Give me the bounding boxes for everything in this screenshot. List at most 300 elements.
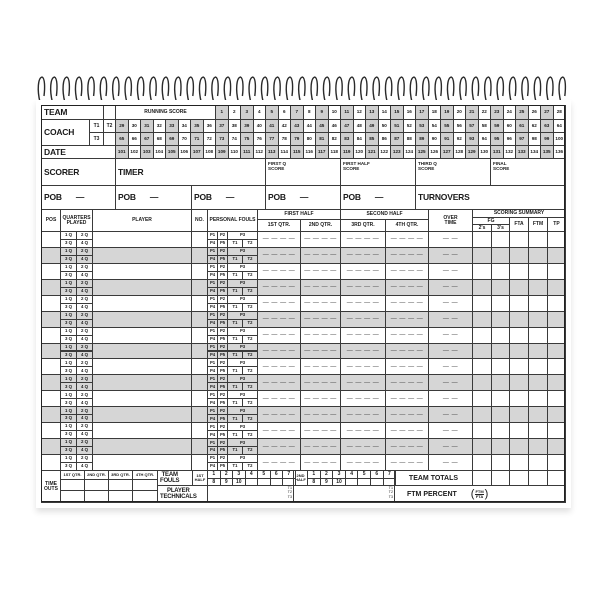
scoring-summary-cell[interactable] bbox=[547, 438, 566, 455]
running-score-cell[interactable]: 72 bbox=[203, 132, 217, 146]
running-score-cell[interactable]: 36 bbox=[203, 119, 217, 133]
quarter-points-field[interactable]: — — — — bbox=[340, 406, 386, 423]
running-score-cell[interactable]: 92 bbox=[453, 132, 467, 146]
overtime-points-field[interactable]: — — bbox=[428, 231, 473, 248]
team-foul-box[interactable]: 10 bbox=[332, 478, 346, 486]
overtime-points-field[interactable]: — — bbox=[428, 343, 473, 360]
quarter-points-field[interactable]: — — — — bbox=[385, 422, 429, 439]
player-number-input[interactable] bbox=[191, 454, 208, 471]
running-score-cell[interactable]: 50 bbox=[378, 119, 392, 133]
running-score-cell[interactable]: 71 bbox=[190, 132, 204, 146]
player-name-input[interactable] bbox=[92, 422, 192, 439]
pos-input[interactable] bbox=[41, 390, 61, 407]
foul-box[interactable]: T2 bbox=[242, 319, 258, 328]
running-score-cell[interactable]: 38 bbox=[228, 119, 242, 133]
quarter-points-field[interactable]: — — — — bbox=[257, 263, 301, 280]
player-number-input[interactable] bbox=[191, 279, 208, 296]
foul-box[interactable]: T2 bbox=[242, 462, 258, 471]
scoring-summary-cell[interactable] bbox=[472, 406, 492, 423]
team-foul-box[interactable]: 5 bbox=[357, 470, 371, 479]
player-name-input[interactable] bbox=[92, 343, 192, 360]
quarter-played-checkbox[interactable]: 2 Q bbox=[76, 247, 93, 256]
quarter-points-field[interactable]: — — — — bbox=[385, 279, 429, 296]
running-score-cell[interactable]: 35 bbox=[190, 119, 204, 133]
quarter-points-field[interactable]: — — — — bbox=[340, 422, 386, 439]
running-score-cell[interactable]: 89 bbox=[415, 132, 429, 146]
foul-box[interactable]: P4 bbox=[207, 239, 218, 248]
quarter-played-checkbox[interactable]: 3 Q bbox=[60, 271, 77, 280]
running-score-cell[interactable]: 33 bbox=[165, 119, 179, 133]
scoring-summary-cell[interactable] bbox=[509, 231, 529, 248]
team-foul-box[interactable]: 5 bbox=[257, 470, 271, 479]
overtime-points-field[interactable]: — — bbox=[428, 311, 473, 328]
running-score-cell[interactable]: 74 bbox=[228, 132, 242, 146]
foul-box[interactable]: T1 bbox=[227, 271, 243, 280]
player-name-input[interactable] bbox=[92, 263, 192, 280]
running-score-cell[interactable]: 7 bbox=[290, 105, 304, 120]
team-total-cell[interactable] bbox=[547, 470, 566, 486]
quarter-played-checkbox[interactable]: 2 Q bbox=[76, 438, 93, 447]
quarter-points-field[interactable]: — — — — bbox=[385, 247, 429, 264]
third-q-score-field[interactable]: THIRD Q SCORE bbox=[415, 158, 491, 186]
scoring-summary-cell[interactable] bbox=[528, 327, 548, 344]
quarter-points-field[interactable]: — — — — bbox=[385, 311, 429, 328]
pob-field[interactable] bbox=[265, 185, 341, 210]
quarter-played-checkbox[interactable]: 2 Q bbox=[76, 406, 93, 415]
quarter-played-checkbox[interactable]: 3 Q bbox=[60, 446, 77, 455]
foul-box[interactable]: P4 bbox=[207, 366, 218, 375]
overtime-points-field[interactable]: — — bbox=[428, 374, 473, 391]
foul-box[interactable]: P3 bbox=[227, 263, 258, 272]
quarter-points-field[interactable]: — — — — bbox=[385, 406, 429, 423]
quarter-points-field[interactable]: — — — — bbox=[340, 263, 386, 280]
foul-box[interactable]: P2 bbox=[217, 390, 228, 399]
running-score-cell[interactable]: 45 bbox=[315, 119, 329, 133]
foul-box[interactable]: P5 bbox=[217, 366, 228, 375]
player-number-input[interactable] bbox=[191, 343, 208, 360]
running-score-cell[interactable]: 65 bbox=[115, 132, 129, 146]
running-score-cell[interactable]: 135 bbox=[540, 145, 554, 159]
foul-box[interactable]: P5 bbox=[217, 239, 228, 248]
pos-input[interactable] bbox=[41, 454, 61, 471]
running-score-cell[interactable]: 68 bbox=[153, 132, 167, 146]
scoring-summary-cell[interactable] bbox=[509, 311, 529, 328]
quarter-played-checkbox[interactable]: 2 Q bbox=[76, 374, 93, 383]
quarter-played-checkbox[interactable]: 3 Q bbox=[60, 303, 77, 312]
quarter-played-checkbox[interactable]: 1 Q bbox=[60, 295, 77, 304]
foul-box[interactable]: P4 bbox=[207, 335, 218, 344]
overtime-points-field[interactable]: — — bbox=[428, 390, 473, 407]
quarter-points-field[interactable]: — — — — bbox=[385, 390, 429, 407]
first-q-score-field[interactable]: FIRST Q SCORE bbox=[265, 158, 341, 186]
scoring-summary-cell[interactable] bbox=[547, 406, 566, 423]
foul-box[interactable]: P5 bbox=[217, 287, 228, 296]
quarter-played-checkbox[interactable]: 2 Q bbox=[76, 343, 93, 352]
foul-box[interactable]: T2 bbox=[242, 287, 258, 296]
quarter-points-field[interactable]: — — — — bbox=[340, 295, 386, 312]
quarter-points-field[interactable]: — — — — bbox=[300, 422, 341, 439]
player-name-input[interactable] bbox=[92, 311, 192, 328]
final-score-field[interactable]: FINAL SCORE bbox=[490, 158, 566, 186]
pob-field[interactable] bbox=[340, 185, 416, 210]
running-score-cell[interactable]: 101 bbox=[115, 145, 129, 159]
timeout-box[interactable] bbox=[108, 490, 133, 503]
quarter-played-checkbox[interactable]: 4 Q bbox=[76, 462, 93, 471]
quarter-played-checkbox[interactable]: 3 Q bbox=[60, 319, 77, 328]
quarter-points-field[interactable]: — — — — bbox=[340, 438, 386, 455]
quarter-points-field[interactable]: — — — — bbox=[385, 438, 429, 455]
scorer-field[interactable]: SCORER bbox=[41, 158, 116, 186]
foul-box[interactable]: T1 bbox=[227, 239, 243, 248]
foul-box[interactable]: P5 bbox=[217, 303, 228, 312]
quarter-points-field[interactable]: — — — — bbox=[300, 390, 341, 407]
running-score-cell[interactable]: 99 bbox=[540, 132, 554, 146]
quarter-points-field[interactable]: — — — — bbox=[257, 358, 301, 375]
running-score-cell[interactable]: 5 bbox=[265, 105, 279, 120]
running-score-cell[interactable]: 34 bbox=[178, 119, 192, 133]
running-score-cell[interactable]: 14 bbox=[378, 105, 392, 120]
quarter-points-field[interactable]: — — — — bbox=[300, 374, 341, 391]
quarter-points-field[interactable]: — — — — bbox=[257, 279, 301, 296]
pos-input[interactable] bbox=[41, 247, 61, 264]
running-score-cell[interactable]: 82 bbox=[328, 132, 342, 146]
scoring-summary-cell[interactable] bbox=[509, 247, 529, 264]
foul-box[interactable]: P5 bbox=[217, 430, 228, 439]
foul-box[interactable]: P5 bbox=[217, 414, 228, 423]
foul-box[interactable]: P3 bbox=[227, 438, 258, 447]
quarter-played-checkbox[interactable]: 2 Q bbox=[76, 279, 93, 288]
quarter-played-checkbox[interactable]: 3 Q bbox=[60, 351, 77, 360]
team-foul-box[interactable]: 8 bbox=[307, 478, 321, 486]
quarter-played-checkbox[interactable]: 4 Q bbox=[76, 287, 93, 296]
quarter-points-field[interactable]: — — — — bbox=[257, 311, 301, 328]
foul-box[interactable]: P1 bbox=[207, 358, 218, 367]
running-score-cell[interactable]: 51 bbox=[390, 119, 404, 133]
pob-field[interactable] bbox=[191, 185, 266, 210]
running-score-cell[interactable]: 87 bbox=[390, 132, 404, 146]
running-score-cell[interactable]: 8 bbox=[303, 105, 317, 120]
coach-field[interactable]: COACH bbox=[41, 119, 90, 146]
scoring-summary-cell[interactable] bbox=[528, 454, 548, 471]
scoring-summary-cell[interactable] bbox=[547, 279, 566, 296]
quarter-points-field[interactable]: — — — — bbox=[300, 327, 341, 344]
running-score-cell[interactable]: 79 bbox=[290, 132, 304, 146]
foul-box[interactable]: P5 bbox=[217, 382, 228, 391]
quarter-played-checkbox[interactable]: 4 Q bbox=[76, 414, 93, 423]
pos-input[interactable] bbox=[41, 327, 61, 344]
scoring-summary-cell[interactable] bbox=[472, 454, 492, 471]
running-score-cell[interactable]: 25 bbox=[515, 105, 529, 120]
quarter-played-checkbox[interactable]: 3 Q bbox=[60, 366, 77, 375]
scoring-summary-cell[interactable] bbox=[472, 343, 492, 360]
team-foul-box[interactable]: 4 bbox=[245, 470, 259, 479]
quarter-points-field[interactable]: — — — — bbox=[300, 311, 341, 328]
running-score-cell[interactable]: 133 bbox=[515, 145, 529, 159]
quarter-played-checkbox[interactable]: 1 Q bbox=[60, 231, 77, 240]
quarter-points-field[interactable]: — — — — bbox=[385, 374, 429, 391]
foul-box[interactable]: P5 bbox=[217, 462, 228, 471]
scoring-summary-cell[interactable] bbox=[472, 311, 492, 328]
scoring-summary-cell[interactable] bbox=[472, 374, 492, 391]
foul-box[interactable]: P5 bbox=[217, 398, 228, 407]
quarter-points-field[interactable]: — — — — bbox=[340, 454, 386, 471]
running-score-cell[interactable]: 103 bbox=[140, 145, 154, 159]
foul-box[interactable]: P1 bbox=[207, 279, 218, 288]
foul-box[interactable]: P3 bbox=[227, 231, 258, 240]
running-score-cell[interactable]: 22 bbox=[478, 105, 492, 120]
foul-box[interactable]: T2 bbox=[242, 303, 258, 312]
quarter-played-checkbox[interactable]: 1 Q bbox=[60, 438, 77, 447]
player-number-input[interactable] bbox=[191, 422, 208, 439]
running-score-cell[interactable]: 81 bbox=[315, 132, 329, 146]
foul-box[interactable]: T2 bbox=[242, 255, 258, 264]
foul-box[interactable]: P1 bbox=[207, 422, 218, 431]
running-score-cell[interactable]: 21 bbox=[465, 105, 479, 120]
foul-box[interactable]: P1 bbox=[207, 311, 218, 320]
foul-box[interactable]: P4 bbox=[207, 462, 218, 471]
overtime-points-field[interactable]: — — bbox=[428, 438, 473, 455]
overtime-points-field[interactable]: — — bbox=[428, 327, 473, 344]
quarter-points-field[interactable]: — — — — bbox=[300, 231, 341, 248]
running-score-cell[interactable]: 95 bbox=[490, 132, 504, 146]
foul-box[interactable]: P2 bbox=[217, 231, 228, 240]
running-score-cell[interactable]: 97 bbox=[515, 132, 529, 146]
foul-box[interactable]: T1 bbox=[227, 351, 243, 360]
player-technicals-box[interactable] bbox=[207, 485, 294, 503]
quarter-points-field[interactable]: — — — — bbox=[257, 231, 301, 248]
scoring-summary-cell[interactable] bbox=[472, 231, 492, 248]
foul-box[interactable]: T1 bbox=[227, 398, 243, 407]
scoring-summary-cell[interactable] bbox=[491, 263, 510, 280]
pob-field[interactable] bbox=[115, 185, 192, 210]
running-score-cell[interactable]: 28 bbox=[553, 105, 567, 120]
foul-box[interactable]: P2 bbox=[217, 438, 228, 447]
foul-box[interactable]: P2 bbox=[217, 311, 228, 320]
foul-box[interactable]: P2 bbox=[217, 343, 228, 352]
running-score-cell[interactable]: 78 bbox=[278, 132, 292, 146]
team-foul-box[interactable]: 1 bbox=[207, 470, 221, 479]
running-score-cell[interactable]: 12 bbox=[353, 105, 367, 120]
running-score-cell[interactable]: 11 bbox=[340, 105, 354, 120]
running-score-cell[interactable]: 23 bbox=[490, 105, 504, 120]
foul-box[interactable]: T1 bbox=[227, 303, 243, 312]
scoring-summary-cell[interactable] bbox=[509, 327, 529, 344]
quarter-played-checkbox[interactable]: 1 Q bbox=[60, 454, 77, 463]
foul-box[interactable]: P1 bbox=[207, 390, 218, 399]
player-number-input[interactable] bbox=[191, 438, 208, 455]
running-score-cell[interactable]: 126 bbox=[428, 145, 442, 159]
running-score-cell[interactable]: 70 bbox=[178, 132, 192, 146]
player-name-input[interactable] bbox=[92, 295, 192, 312]
player-name-input[interactable] bbox=[92, 390, 192, 407]
player-name-input[interactable] bbox=[92, 247, 192, 264]
foul-box[interactable]: P5 bbox=[217, 255, 228, 264]
quarter-played-checkbox[interactable]: 2 Q bbox=[76, 231, 93, 240]
quarter-played-checkbox[interactable]: 3 Q bbox=[60, 462, 77, 471]
running-score-cell[interactable]: 18 bbox=[428, 105, 442, 120]
quarter-played-checkbox[interactable]: 4 Q bbox=[76, 351, 93, 360]
quarter-played-checkbox[interactable]: 4 Q bbox=[76, 239, 93, 248]
timeout-box[interactable] bbox=[132, 490, 158, 503]
team-foul-box[interactable]: 8 bbox=[207, 478, 221, 486]
quarter-played-checkbox[interactable]: 1 Q bbox=[60, 311, 77, 320]
quarter-points-field[interactable]: — — — — bbox=[300, 279, 341, 296]
foul-box[interactable]: T1 bbox=[227, 382, 243, 391]
running-score-cell[interactable]: 112 bbox=[253, 145, 267, 159]
scoring-summary-cell[interactable] bbox=[472, 279, 492, 296]
running-score-cell[interactable]: 122 bbox=[378, 145, 392, 159]
quarter-points-field[interactable]: — — — — bbox=[257, 327, 301, 344]
overtime-points-field[interactable]: — — bbox=[428, 422, 473, 439]
foul-box[interactable]: P4 bbox=[207, 398, 218, 407]
running-score-cell[interactable]: 128 bbox=[453, 145, 467, 159]
quarter-played-checkbox[interactable]: 4 Q bbox=[76, 255, 93, 264]
running-score-cell[interactable]: 66 bbox=[128, 132, 142, 146]
quarter-points-field[interactable]: — — — — bbox=[257, 390, 301, 407]
scoring-summary-cell[interactable] bbox=[547, 422, 566, 439]
foul-box[interactable]: P3 bbox=[227, 406, 258, 415]
scoring-summary-cell[interactable] bbox=[528, 311, 548, 328]
quarter-points-field[interactable]: — — — — bbox=[385, 295, 429, 312]
quarter-points-field[interactable]: — — — — bbox=[257, 295, 301, 312]
team-foul-box[interactable]: 2 bbox=[320, 470, 334, 479]
running-score-cell[interactable]: 85 bbox=[365, 132, 379, 146]
quarter-points-field[interactable]: — — — — bbox=[257, 422, 301, 439]
scoring-summary-cell[interactable] bbox=[509, 343, 529, 360]
quarter-played-checkbox[interactable]: 2 Q bbox=[76, 454, 93, 463]
quarter-points-field[interactable]: — — — — bbox=[340, 358, 386, 375]
overtime-points-field[interactable]: — — bbox=[428, 247, 473, 264]
scoring-summary-cell[interactable] bbox=[509, 438, 529, 455]
quarter-points-field[interactable]: — — — — bbox=[340, 374, 386, 391]
quarter-points-field[interactable]: — — — — bbox=[340, 231, 386, 248]
team-foul-box[interactable]: 3 bbox=[232, 470, 246, 479]
running-score-cell[interactable]: 100 bbox=[553, 132, 567, 146]
running-score-cell[interactable]: 105 bbox=[165, 145, 179, 159]
quarter-played-checkbox[interactable]: 2 Q bbox=[76, 358, 93, 367]
foul-box[interactable]: T2 bbox=[242, 335, 258, 344]
scoring-summary-cell[interactable] bbox=[547, 343, 566, 360]
pos-input[interactable] bbox=[41, 263, 61, 280]
quarter-played-checkbox[interactable]: 1 Q bbox=[60, 279, 77, 288]
first-half-score-field[interactable]: FIRST HALF SCORE bbox=[340, 158, 416, 186]
running-score-cell[interactable]: 13 bbox=[365, 105, 379, 120]
running-score-cell[interactable]: 61 bbox=[515, 119, 529, 133]
running-score-cell[interactable]: 110 bbox=[228, 145, 242, 159]
running-score-cell[interactable]: 54 bbox=[428, 119, 442, 133]
foul-box[interactable]: P2 bbox=[217, 358, 228, 367]
quarter-played-checkbox[interactable]: 1 Q bbox=[60, 406, 77, 415]
running-score-cell[interactable]: 98 bbox=[528, 132, 542, 146]
running-score-cell[interactable]: 57 bbox=[465, 119, 479, 133]
foul-box[interactable]: P4 bbox=[207, 255, 218, 264]
quarter-played-checkbox[interactable]: 1 Q bbox=[60, 374, 77, 383]
running-score-cell[interactable]: 119 bbox=[340, 145, 354, 159]
foul-box[interactable]: P3 bbox=[227, 311, 258, 320]
overtime-points-field[interactable]: — — bbox=[428, 406, 473, 423]
quarter-points-field[interactable]: — — — — bbox=[340, 279, 386, 296]
foul-box[interactable]: T2 bbox=[242, 414, 258, 423]
foul-box[interactable]: P4 bbox=[207, 430, 218, 439]
quarter-points-field[interactable]: — — — — bbox=[257, 247, 301, 264]
running-score-cell[interactable]: 131 bbox=[490, 145, 504, 159]
running-score-cell[interactable]: 31 bbox=[140, 119, 154, 133]
running-score-cell[interactable]: 46 bbox=[328, 119, 342, 133]
scoring-summary-cell[interactable] bbox=[491, 406, 510, 423]
running-score-cell[interactable]: 130 bbox=[478, 145, 492, 159]
quarter-played-checkbox[interactable]: 3 Q bbox=[60, 287, 77, 296]
player-number-input[interactable] bbox=[191, 390, 208, 407]
running-score-cell[interactable]: 84 bbox=[353, 132, 367, 146]
quarter-played-checkbox[interactable]: 2 Q bbox=[76, 263, 93, 272]
scoring-summary-cell[interactable] bbox=[472, 390, 492, 407]
foul-box[interactable]: P4 bbox=[207, 287, 218, 296]
player-number-input[interactable] bbox=[191, 247, 208, 264]
running-score-cell[interactable]: 17 bbox=[415, 105, 429, 120]
foul-box[interactable]: P3 bbox=[227, 247, 258, 256]
running-score-cell[interactable]: 75 bbox=[240, 132, 254, 146]
scoring-summary-cell[interactable] bbox=[491, 422, 510, 439]
player-name-input[interactable] bbox=[92, 279, 192, 296]
running-score-cell[interactable]: 39 bbox=[240, 119, 254, 133]
running-score-cell[interactable]: 94 bbox=[478, 132, 492, 146]
running-score-cell[interactable]: 118 bbox=[328, 145, 342, 159]
scoring-summary-cell[interactable] bbox=[528, 247, 548, 264]
running-score-cell[interactable]: 48 bbox=[353, 119, 367, 133]
quarter-points-field[interactable]: — — — — bbox=[300, 247, 341, 264]
running-score-cell[interactable]: 127 bbox=[440, 145, 454, 159]
running-score-cell[interactable]: 115 bbox=[290, 145, 304, 159]
team-total-cell[interactable] bbox=[528, 470, 548, 486]
running-score-cell[interactable]: 136 bbox=[553, 145, 567, 159]
running-score-cell[interactable]: 6 bbox=[278, 105, 292, 120]
running-score-cell[interactable]: 29 bbox=[115, 119, 129, 133]
foul-box[interactable]: T2 bbox=[242, 430, 258, 439]
running-score-cell[interactable]: 88 bbox=[403, 132, 417, 146]
quarter-played-checkbox[interactable]: 4 Q bbox=[76, 319, 93, 328]
quarter-points-field[interactable]: — — — — bbox=[385, 263, 429, 280]
scoring-summary-cell[interactable] bbox=[509, 358, 529, 375]
scoring-summary-cell[interactable] bbox=[528, 263, 548, 280]
quarter-played-checkbox[interactable]: 1 Q bbox=[60, 358, 77, 367]
running-score-cell[interactable]: 125 bbox=[415, 145, 429, 159]
foul-box[interactable]: P5 bbox=[217, 319, 228, 328]
foul-box[interactable]: T2 bbox=[242, 271, 258, 280]
foul-box[interactable]: P1 bbox=[207, 263, 218, 272]
running-score-cell[interactable]: 111 bbox=[240, 145, 254, 159]
foul-box[interactable]: P2 bbox=[217, 279, 228, 288]
team-foul-box[interactable]: 4 bbox=[345, 470, 359, 479]
running-score-cell[interactable]: 73 bbox=[215, 132, 229, 146]
scoring-summary-cell[interactable] bbox=[547, 374, 566, 391]
quarter-points-field[interactable]: — — — — bbox=[257, 343, 301, 360]
running-score-cell[interactable]: 116 bbox=[303, 145, 317, 159]
foul-box[interactable]: P2 bbox=[217, 374, 228, 383]
running-score-cell[interactable]: 3 bbox=[240, 105, 254, 120]
running-score-cell[interactable]: 26 bbox=[528, 105, 542, 120]
foul-box[interactable]: T2 bbox=[242, 446, 258, 455]
foul-box[interactable]: P3 bbox=[227, 279, 258, 288]
running-score-cell[interactable]: 134 bbox=[528, 145, 542, 159]
quarter-played-checkbox[interactable]: 4 Q bbox=[76, 382, 93, 391]
foul-box[interactable]: T1 bbox=[227, 255, 243, 264]
scoring-summary-cell[interactable] bbox=[547, 247, 566, 264]
quarter-played-checkbox[interactable]: 4 Q bbox=[76, 398, 93, 407]
quarter-played-checkbox[interactable]: 4 Q bbox=[76, 303, 93, 312]
pos-input[interactable] bbox=[41, 343, 61, 360]
scoring-summary-cell[interactable] bbox=[547, 311, 566, 328]
overtime-points-field[interactable]: — — bbox=[428, 279, 473, 296]
